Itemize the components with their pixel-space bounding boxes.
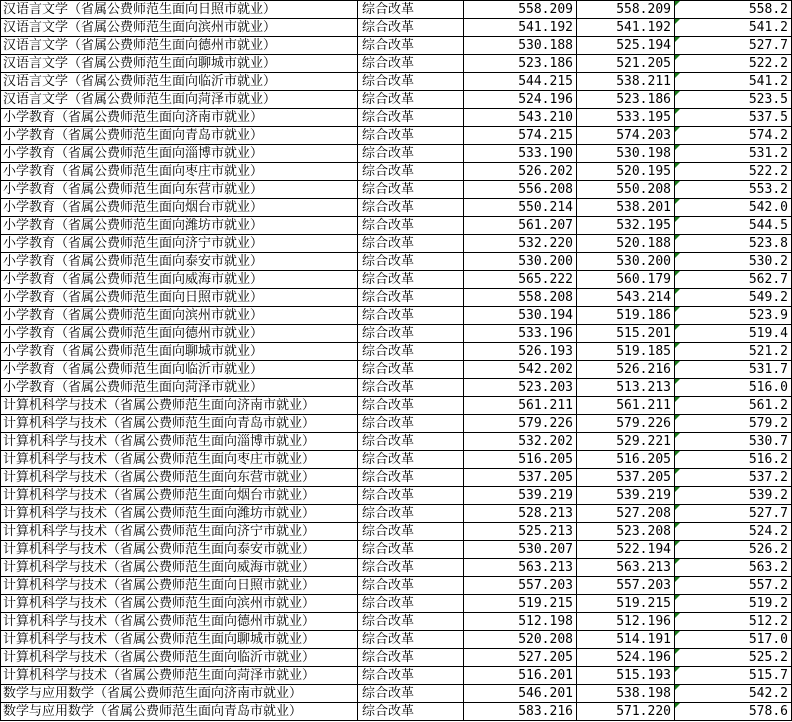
major-cell: 小学教育（省属公费师范生面向济南市就业） [1,109,358,127]
major-cell: 汉语言文学（省属公费师范生面向日照市就业） [1,1,358,19]
max-score-cell: 512.198 [464,613,577,631]
min-score-cell: 529.221 [577,433,675,451]
avg-score-cell: 519.4 [675,325,792,343]
category-cell: 综合改革 [358,37,464,55]
major-cell: 计算机科学与技术（省属公费师范生面向威海市就业） [1,559,358,577]
avg-score-cell: 527.7 [675,505,792,523]
max-score-cell: 541.192 [464,19,577,37]
max-score-cell: 557.203 [464,577,577,595]
table-row [1,109,792,127]
table-row [1,91,792,109]
table-row [1,595,792,613]
table-row [1,469,792,487]
table-row [1,649,792,667]
avg-score-cell: 524.2 [675,523,792,541]
max-score-cell: 533.190 [464,145,577,163]
min-score-cell: 520.195 [577,163,675,181]
category-cell: 综合改革 [358,685,464,703]
category-cell: 综合改革 [358,613,464,631]
table-row [1,505,792,523]
table-row [1,631,792,649]
min-score-cell: 550.208 [577,181,675,199]
category-cell: 综合改革 [358,91,464,109]
major-cell: 小学教育（省属公费师范生面向临沂市就业） [1,361,358,379]
table-row [1,55,792,73]
min-score-cell: 539.219 [577,487,675,505]
min-score-cell: 512.196 [577,613,675,631]
max-score-cell: 565.222 [464,271,577,289]
score-table-body [1,1,792,721]
max-score-cell: 519.215 [464,595,577,613]
avg-score-cell: 558.2 [675,1,792,19]
max-score-cell: 556.208 [464,181,577,199]
table-row [1,361,792,379]
category-cell: 综合改革 [358,595,464,613]
major-cell: 计算机科学与技术（省属公费师范生面向济宁市就业） [1,523,358,541]
max-score-cell: 526.193 [464,343,577,361]
min-score-cell: 524.196 [577,649,675,667]
max-score-cell: 537.205 [464,469,577,487]
major-cell: 小学教育（省属公费师范生面向潍坊市就业） [1,217,358,235]
avg-score-cell: 516.0 [675,379,792,397]
major-cell: 数学与应用数学（省属公费师范生面向青岛市就业） [1,703,358,721]
category-cell: 综合改革 [358,631,464,649]
max-score-cell: 558.208 [464,289,577,307]
avg-score-cell: 542.0 [675,199,792,217]
max-score-cell: 563.213 [464,559,577,577]
category-cell: 综合改革 [358,199,464,217]
min-score-cell: 515.201 [577,325,675,343]
max-score-cell: 530.200 [464,253,577,271]
category-cell: 综合改革 [358,433,464,451]
major-cell: 小学教育（省属公费师范生面向聊城市就业） [1,343,358,361]
category-cell: 综合改革 [358,379,464,397]
category-cell: 综合改革 [358,523,464,541]
major-cell: 计算机科学与技术（省属公费师范生面向德州市就业） [1,613,358,631]
avg-score-cell: 527.7 [675,37,792,55]
major-cell: 计算机科学与技术（省属公费师范生面向临沂市就业） [1,649,358,667]
major-cell: 小学教育（省属公费师范生面向日照市就业） [1,289,358,307]
table-row [1,523,792,541]
major-cell: 计算机科学与技术（省属公费师范生面向青岛市就业） [1,415,358,433]
avg-score-cell: 541.2 [675,73,792,91]
major-cell: 数学与应用数学（省属公费师范生面向济南市就业） [1,685,358,703]
table-row [1,577,792,595]
avg-score-cell: 541.2 [675,19,792,37]
max-score-cell: 528.213 [464,505,577,523]
table-row [1,559,792,577]
category-cell: 综合改革 [358,325,464,343]
table-row [1,1,792,19]
min-score-cell: 574.203 [577,127,675,145]
major-cell: 计算机科学与技术（省属公费师范生面向淄博市就业） [1,433,358,451]
min-score-cell: 527.208 [577,505,675,523]
table-row [1,145,792,163]
table-row [1,685,792,703]
min-score-cell: 579.226 [577,415,675,433]
min-score-cell: 520.188 [577,235,675,253]
category-cell: 综合改革 [358,559,464,577]
major-cell: 小学教育（省属公费师范生面向烟台市就业） [1,199,358,217]
max-score-cell: 527.205 [464,649,577,667]
avg-score-cell: 544.5 [675,217,792,235]
min-score-cell: 514.191 [577,631,675,649]
category-cell: 综合改革 [358,55,464,73]
max-score-cell: 583.216 [464,703,577,721]
min-score-cell: 523.208 [577,523,675,541]
min-score-cell: 515.193 [577,667,675,685]
table-row [1,127,792,145]
major-cell: 小学教育（省属公费师范生面向泰安市就业） [1,253,358,271]
table-row [1,379,792,397]
avg-score-cell: 542.2 [675,685,792,703]
min-score-cell: 519.185 [577,343,675,361]
table-row [1,199,792,217]
min-score-cell: 537.205 [577,469,675,487]
max-score-cell: 546.201 [464,685,577,703]
avg-score-cell: 521.2 [675,343,792,361]
major-cell: 小学教育（省属公费师范生面向德州市就业） [1,325,358,343]
table-row [1,487,792,505]
max-score-cell: 550.214 [464,199,577,217]
major-cell: 计算机科学与技术（省属公费师范生面向枣庄市就业） [1,451,358,469]
category-cell: 综合改革 [358,361,464,379]
major-cell: 计算机科学与技术（省属公费师范生面向东营市就业） [1,469,358,487]
category-cell: 综合改革 [358,415,464,433]
category-cell: 综合改革 [358,235,464,253]
max-score-cell: 561.211 [464,397,577,415]
major-cell: 汉语言文学（省属公费师范生面向聊城市就业） [1,55,358,73]
category-cell: 综合改革 [358,1,464,19]
min-score-cell: 526.216 [577,361,675,379]
max-score-cell: 516.205 [464,451,577,469]
major-cell: 小学教育（省属公费师范生面向滨州市就业） [1,307,358,325]
category-cell: 综合改革 [358,307,464,325]
avg-score-cell: 537.2 [675,469,792,487]
category-cell: 综合改革 [358,343,464,361]
avg-score-cell: 523.9 [675,307,792,325]
min-score-cell: 513.213 [577,379,675,397]
avg-score-cell: 512.2 [675,613,792,631]
table-row [1,217,792,235]
major-cell: 小学教育（省属公费师范生面向青岛市就业） [1,127,358,145]
max-score-cell: 579.226 [464,415,577,433]
major-cell: 计算机科学与技术（省属公费师范生面向日照市就业） [1,577,358,595]
max-score-cell: 530.207 [464,541,577,559]
table-row [1,703,792,721]
major-cell: 小学教育（省属公费师范生面向济宁市就业） [1,235,358,253]
min-score-cell: 519.186 [577,307,675,325]
category-cell: 综合改革 [358,163,464,181]
major-cell: 计算机科学与技术（省属公费师范生面向烟台市就业） [1,487,358,505]
avg-score-cell: 519.2 [675,595,792,613]
avg-score-cell: 579.2 [675,415,792,433]
table-row [1,667,792,685]
major-cell: 小学教育（省属公费师范生面向枣庄市就业） [1,163,358,181]
major-cell: 计算机科学与技术（省属公费师范生面向济南市就业） [1,397,358,415]
max-score-cell: 543.210 [464,109,577,127]
category-cell: 综合改革 [358,109,464,127]
category-cell: 综合改革 [358,181,464,199]
max-score-cell: 574.215 [464,127,577,145]
major-cell: 汉语言文学（省属公费师范生面向德州市就业） [1,37,358,55]
major-cell: 小学教育（省属公费师范生面向菏泽市就业） [1,379,358,397]
avg-score-cell: 537.5 [675,109,792,127]
table-row [1,73,792,91]
min-score-cell: 521.205 [577,55,675,73]
category-cell: 综合改革 [358,271,464,289]
max-score-cell: 539.219 [464,487,577,505]
avg-score-cell: 525.2 [675,649,792,667]
min-score-cell: 523.186 [577,91,675,109]
category-cell: 综合改革 [358,73,464,91]
category-cell: 综合改革 [358,451,464,469]
avg-score-cell: 526.2 [675,541,792,559]
table-row [1,289,792,307]
avg-score-cell: 522.2 [675,163,792,181]
min-score-cell: 530.198 [577,145,675,163]
min-score-cell: 543.214 [577,289,675,307]
table-row [1,181,792,199]
max-score-cell: 530.188 [464,37,577,55]
table-row [1,433,792,451]
major-cell: 计算机科学与技术（省属公费师范生面向滨州市就业） [1,595,358,613]
min-score-cell: 560.179 [577,271,675,289]
table-row [1,451,792,469]
table-row [1,235,792,253]
avg-score-cell: 574.2 [675,127,792,145]
category-cell: 综合改革 [358,217,464,235]
min-score-cell: 563.213 [577,559,675,577]
max-score-cell: 525.213 [464,523,577,541]
max-score-cell: 516.201 [464,667,577,685]
max-score-cell: 533.196 [464,325,577,343]
table-row [1,163,792,181]
table-row [1,37,792,55]
category-cell: 综合改革 [358,289,464,307]
min-score-cell: 522.194 [577,541,675,559]
category-cell: 综合改革 [358,703,464,721]
min-score-cell: 558.209 [577,1,675,19]
major-cell: 汉语言文学（省属公费师范生面向临沂市就业） [1,73,358,91]
avg-score-cell: 539.2 [675,487,792,505]
min-score-cell: 538.211 [577,73,675,91]
avg-score-cell: 515.7 [675,667,792,685]
max-score-cell: 530.194 [464,307,577,325]
major-cell: 计算机科学与技术（省属公费师范生面向菏泽市就业） [1,667,358,685]
max-score-cell: 542.202 [464,361,577,379]
max-score-cell: 558.209 [464,1,577,19]
min-score-cell: 532.195 [577,217,675,235]
min-score-cell: 530.200 [577,253,675,271]
avg-score-cell: 578.6 [675,703,792,721]
min-score-cell: 541.192 [577,19,675,37]
table-row [1,613,792,631]
major-cell: 计算机科学与技术（省属公费师范生面向聊城市就业） [1,631,358,649]
major-cell: 计算机科学与技术（省属公费师范生面向潍坊市就业） [1,505,358,523]
min-score-cell: 525.194 [577,37,675,55]
major-cell: 小学教育（省属公费师范生面向威海市就业） [1,271,358,289]
table-row [1,307,792,325]
max-score-cell: 532.220 [464,235,577,253]
max-score-cell: 523.203 [464,379,577,397]
major-cell: 汉语言文学（省属公费师范生面向滨州市就业） [1,19,358,37]
min-score-cell: 561.211 [577,397,675,415]
category-cell: 综合改革 [358,505,464,523]
table-row [1,19,792,37]
category-cell: 综合改革 [358,649,464,667]
major-cell: 汉语言文学（省属公费师范生面向菏泽市就业） [1,91,358,109]
avg-score-cell: 531.2 [675,145,792,163]
avg-score-cell: 523.5 [675,91,792,109]
category-cell: 综合改革 [358,541,464,559]
avg-score-cell: 530.7 [675,433,792,451]
table-row [1,415,792,433]
avg-score-cell: 531.7 [675,361,792,379]
max-score-cell: 544.215 [464,73,577,91]
category-cell: 综合改革 [358,397,464,415]
avg-score-cell: 523.8 [675,235,792,253]
min-score-cell: 538.201 [577,199,675,217]
max-score-cell: 523.186 [464,55,577,73]
min-score-cell: 571.220 [577,703,675,721]
major-cell: 小学教育（省属公费师范生面向东营市就业） [1,181,358,199]
category-cell: 综合改革 [358,487,464,505]
category-cell: 综合改革 [358,19,464,37]
avg-score-cell: 517.0 [675,631,792,649]
max-score-cell: 532.202 [464,433,577,451]
max-score-cell: 520.208 [464,631,577,649]
avg-score-cell: 557.2 [675,577,792,595]
table-row [1,325,792,343]
avg-score-cell: 562.7 [675,271,792,289]
category-cell: 综合改革 [358,253,464,271]
category-cell: 综合改革 [358,127,464,145]
min-score-cell: 519.215 [577,595,675,613]
avg-score-cell: 561.2 [675,397,792,415]
avg-score-cell: 563.2 [675,559,792,577]
min-score-cell: 516.205 [577,451,675,469]
major-cell: 小学教育（省属公费师范生面向淄博市就业） [1,145,358,163]
category-cell: 综合改革 [358,469,464,487]
min-score-cell: 533.195 [577,109,675,127]
category-cell: 综合改革 [358,667,464,685]
avg-score-cell: 516.2 [675,451,792,469]
avg-score-cell: 530.2 [675,253,792,271]
major-cell: 计算机科学与技术（省属公费师范生面向泰安市就业） [1,541,358,559]
table-row [1,343,792,361]
table-row [1,541,792,559]
avg-score-cell: 553.2 [675,181,792,199]
table-row [1,271,792,289]
avg-score-cell: 549.2 [675,289,792,307]
min-score-cell: 557.203 [577,577,675,595]
table-row [1,397,792,415]
min-score-cell: 538.198 [577,685,675,703]
table-row [1,253,792,271]
category-cell: 综合改革 [358,145,464,163]
max-score-cell: 524.196 [464,91,577,109]
avg-score-cell: 522.2 [675,55,792,73]
max-score-cell: 526.202 [464,163,577,181]
category-cell: 综合改革 [358,577,464,595]
max-score-cell: 561.207 [464,217,577,235]
